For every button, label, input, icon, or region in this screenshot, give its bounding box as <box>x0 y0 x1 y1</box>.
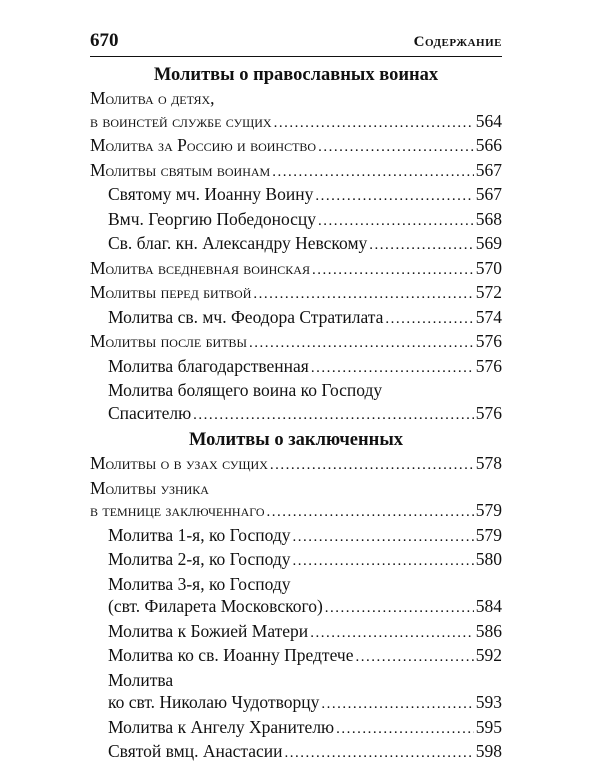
toc-entry-title: Святой вмц. Анастасии <box>108 741 283 761</box>
page-number: 670 <box>90 30 119 51</box>
toc-entry-line <box>108 379 502 402</box>
dot-leader <box>321 693 473 716</box>
toc-entry-line <box>108 306 502 331</box>
toc-list <box>90 452 502 765</box>
toc-entry-line <box>90 87 502 110</box>
toc-entry-title: Молитва 2-я, ко Господу <box>108 549 291 569</box>
toc-entry-title: Молитва 1-я, ко Господу <box>108 524 291 545</box>
section-title: Молитвы о православных воинах <box>153 65 439 85</box>
toc-entry-line <box>90 110 502 135</box>
toc-entry-title: Молитва <box>108 669 174 690</box>
toc-entry-line <box>108 548 502 573</box>
dot-leader <box>369 234 473 257</box>
toc-entry[interactable] <box>90 330 502 355</box>
toc-entry-title: Молитва болящего воина ко Господу <box>108 380 383 400</box>
table-of-contents <box>90 63 502 765</box>
toc-entry-line <box>90 330 502 355</box>
dot-leader <box>267 501 474 524</box>
dot-leader <box>385 308 473 331</box>
toc-entry[interactable] <box>90 669 502 716</box>
toc-page-number: 576 <box>475 402 502 423</box>
toc-entry[interactable] <box>90 355 502 380</box>
toc-page-number: 584 <box>475 596 502 616</box>
dot-leader <box>249 332 474 355</box>
toc-entry-title: в воинстей службе сущих <box>90 110 272 131</box>
toc-entry[interactable] <box>90 477 502 524</box>
toc-entry[interactable] <box>90 716 502 741</box>
toc-page-number: 569 <box>475 233 502 253</box>
toc-entry[interactable] <box>90 134 502 159</box>
toc-section <box>90 428 502 765</box>
toc-entry-line <box>90 134 502 159</box>
toc-entry-line <box>90 159 502 184</box>
dot-leader <box>253 283 473 306</box>
toc-entry-line <box>108 644 502 669</box>
toc-page-number: 592 <box>475 645 502 665</box>
toc-page-number: 564 <box>475 110 502 131</box>
toc-entry[interactable] <box>90 379 502 426</box>
toc-entry-line <box>90 281 502 306</box>
toc-page-number: 580 <box>475 549 502 569</box>
book-page <box>90 30 502 765</box>
toc-page-number: 579 <box>475 524 502 545</box>
toc-entry-line <box>108 183 502 208</box>
toc-entry-line <box>90 257 502 282</box>
dot-leader <box>315 185 473 208</box>
toc-entry[interactable] <box>90 306 502 331</box>
toc-entry[interactable] <box>90 87 502 134</box>
toc-entry-title: в темнице заключеннаго <box>90 500 265 520</box>
toc-entry-title: Молитвы перед битвой <box>90 282 252 302</box>
toc-page-number: 570 <box>475 257 502 278</box>
toc-entry[interactable] <box>90 159 502 184</box>
running-title: Содержание <box>413 34 502 50</box>
toc-entry-title: Молитва ко св. Иоанну Предтече <box>108 645 354 665</box>
toc-entry-title: Молитва к Божией Матери <box>108 620 309 641</box>
toc-entry-title: Святому мч. Иоанну Воину <box>108 184 314 204</box>
toc-entry-title: Молитва за Россию и воинство <box>90 135 317 155</box>
toc-entry-line <box>90 452 502 477</box>
toc-page-number: 576 <box>475 355 502 376</box>
toc-entry[interactable] <box>90 452 502 477</box>
page-header <box>90 30 502 57</box>
toc-page-number: 586 <box>475 620 502 641</box>
dot-leader <box>318 210 474 233</box>
section-title: Молитвы о заключенных <box>188 430 404 450</box>
toc-page-number: 574 <box>475 306 502 327</box>
toc-entry-title: (свт. Филарета Московского) <box>108 596 323 616</box>
toc-page-number: 566 <box>475 135 502 155</box>
toc-entry[interactable] <box>90 573 502 620</box>
toc-page-number: 598 <box>475 741 502 761</box>
toc-page-number: 568 <box>475 208 502 229</box>
toc-page-number: 576 <box>475 331 502 351</box>
dot-leader <box>311 357 474 380</box>
toc-entry-line <box>108 691 502 716</box>
toc-page-number: 593 <box>475 692 502 712</box>
toc-entry[interactable] <box>90 281 502 306</box>
toc-entry-title: Молитва вседневная воинская <box>90 257 310 278</box>
toc-entry[interactable] <box>90 232 502 257</box>
toc-page-number: 595 <box>475 716 502 737</box>
toc-entry-line <box>108 573 502 596</box>
toc-entry-title: Молитвы о в узах сущих <box>90 453 268 473</box>
toc-entry-line <box>108 208 502 233</box>
toc-entry-line <box>90 477 502 500</box>
toc-entry-line <box>90 499 502 524</box>
toc-entry-line <box>108 740 502 765</box>
toc-entry-title: Молитва 3-я, ко Господу <box>108 573 291 594</box>
dot-leader <box>292 550 473 573</box>
toc-page-number: 572 <box>475 282 502 302</box>
toc-entry[interactable] <box>90 257 502 282</box>
dot-leader <box>312 259 474 282</box>
toc-entry-title: Молитва благодарственная <box>108 355 309 376</box>
dot-leader <box>355 646 473 669</box>
toc-entry-title: Молитвы святым воинам <box>90 159 271 180</box>
dot-leader <box>318 136 474 159</box>
toc-entry-title: Молитвы узника <box>90 477 209 498</box>
toc-entry-title: Молитва о детях, <box>90 88 215 108</box>
dot-leader <box>336 718 474 741</box>
toc-entry[interactable] <box>90 183 502 208</box>
toc-page-number: 578 <box>475 453 502 473</box>
toc-entry-title: Св. благ. кн. Александру Невскому <box>108 233 368 253</box>
dot-leader <box>272 161 474 184</box>
toc-page-number: 567 <box>475 184 502 204</box>
toc-entry-line <box>108 402 502 427</box>
toc-entry-title: Спасителю <box>108 402 192 423</box>
dot-leader <box>292 526 473 549</box>
dot-leader <box>284 742 473 765</box>
toc-page-number: 567 <box>475 159 502 180</box>
toc-entry[interactable] <box>90 524 502 549</box>
toc-page-number: 579 <box>475 500 502 520</box>
toc-entry-title: ко свт. Николаю Чудотворцу <box>108 692 320 712</box>
dot-leader <box>270 454 474 477</box>
toc-entry-line <box>108 524 502 549</box>
toc-entry-line <box>108 232 502 257</box>
toc-entry-line <box>108 355 502 380</box>
dot-leader <box>193 404 474 427</box>
toc-entry-title: Молитва св. мч. Феодора Стратилата <box>108 306 384 327</box>
dot-leader <box>274 112 474 135</box>
toc-list <box>90 87 502 426</box>
toc-section <box>90 63 502 426</box>
toc-entry-line <box>108 595 502 620</box>
toc-entry[interactable] <box>90 740 502 765</box>
toc-entry-line <box>108 620 502 645</box>
dot-leader <box>310 622 474 645</box>
toc-entry-title: Молитвы после битвы <box>90 331 247 351</box>
toc-entry[interactable] <box>90 208 502 233</box>
dot-leader <box>325 597 474 620</box>
toc-entry-line <box>108 669 502 692</box>
toc-entry[interactable] <box>90 548 502 573</box>
toc-entry[interactable] <box>90 644 502 669</box>
toc-entry-line <box>108 716 502 741</box>
toc-entry-title: Молитва к Ангелу Хранителю <box>108 716 335 737</box>
toc-entry[interactable] <box>90 620 502 645</box>
toc-entry-title: Вмч. Георгию Победоносцу <box>108 208 317 229</box>
